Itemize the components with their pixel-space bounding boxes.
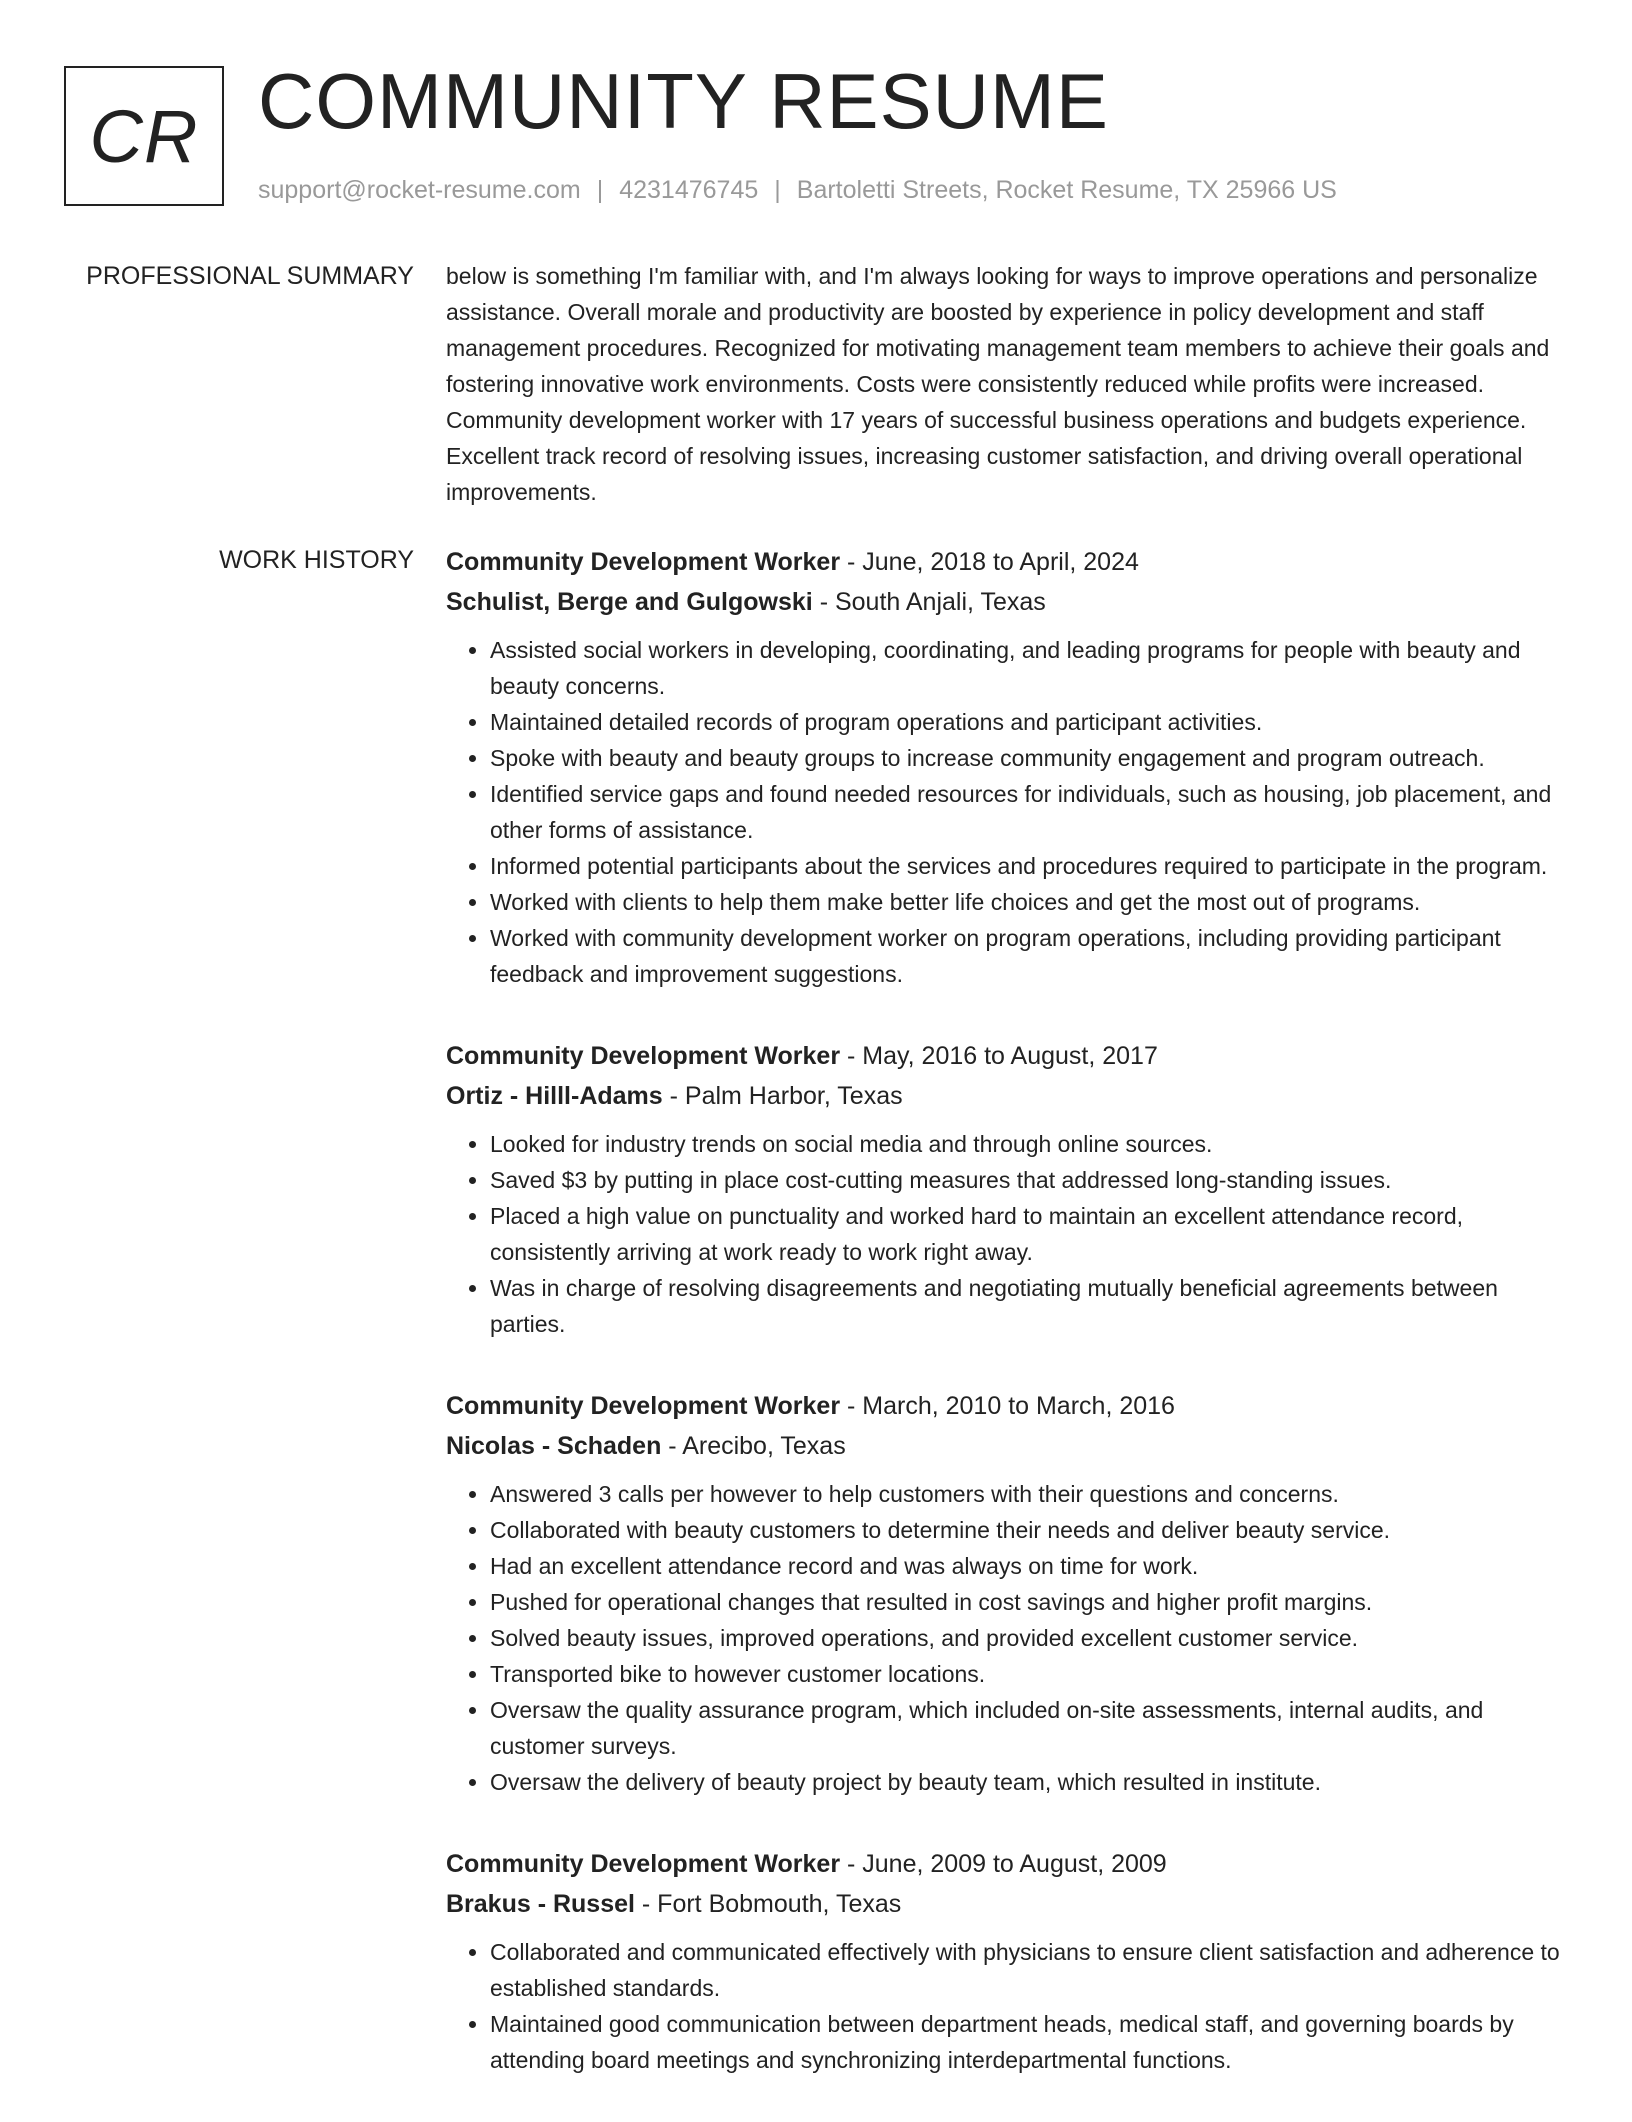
job-dates: - June, 2018 to April, 2024 — [840, 548, 1139, 576]
job-bullet: • Answered 3 calls per however to help customers with their questions and concerns. — [490, 1476, 1562, 1512]
job-bullet: • Looked for industry trends on social media and through online sources. — [490, 1126, 1562, 1162]
job-company-line — [446, 1884, 1562, 1924]
job-bullets — [446, 1476, 1562, 1800]
job-title: Community Development Worker — [446, 548, 841, 576]
monogram-logo — [64, 66, 224, 206]
job-company: Brakus - Russel — [446, 1890, 635, 1918]
monogram-initials: CR — [89, 94, 199, 178]
job-bullets — [446, 1934, 1562, 2078]
job-bullet: • Was in charge of resolving disagreements and negotiating mutually beneficial agreements between parties. — [490, 1270, 1562, 1342]
contact-phone: 4231476745 — [619, 176, 759, 204]
job-entry — [446, 1844, 1562, 2078]
job-bullet: • Saved $3 by putting in place cost-cutting measures that addressed long-standing issues. — [490, 1162, 1562, 1198]
job-location: - Palm Harbor, Texas — [662, 1082, 903, 1110]
job-title-line — [446, 1844, 1562, 1884]
job-bullet: • Solved beauty issues, improved operations, and provided excellent customer service. — [490, 1620, 1562, 1656]
job-bullet: • Worked with clients to help them make better life choices and get the most out of programs. — [490, 884, 1562, 920]
work-history — [446, 542, 1562, 2122]
job-title: Community Development Worker — [446, 1042, 841, 1070]
job-bullet: • Collaborated with beauty customers to determine their needs and deliver beauty service. — [490, 1512, 1562, 1548]
job-company: Ortiz - Hilll-Adams — [446, 1082, 663, 1110]
contact-separator: | — [774, 176, 781, 204]
job-entry — [446, 1386, 1562, 1800]
job-location: - Arecibo, Texas — [661, 1432, 846, 1460]
job-title-line — [446, 542, 1562, 582]
job-bullet: • Informed potential participants about the services and procedures required to participate in the program. — [490, 848, 1562, 884]
job-entry — [446, 542, 1562, 992]
job-dates: - May, 2016 to August, 2017 — [840, 1042, 1158, 1070]
page-title: COMMUNITY RESUME — [258, 57, 1109, 145]
job-title: Community Development Worker — [446, 1392, 841, 1420]
job-bullet: • Maintained good communication between department heads, medical staff, and governing boards by attending board meetings and synchronizing interdepartmental functions. — [490, 2006, 1562, 2078]
job-location: - Fort Bobmouth, Texas — [634, 1890, 902, 1918]
contact-separator: | — [596, 176, 604, 204]
job-bullet: • Oversaw the quality assurance program, which included on-site assessments, internal audits, and customer surveys. — [490, 1692, 1562, 1764]
summary-text: below is something I'm familiar with, and I'm always looking for ways to improve operations and personalize assistance. Overall morale and productivity are boosted by experience in policy development and staff management procedures. Recognized for motivating management team members to achieve their goals and fostering innovative work environments. Costs were consistently reduced while profits were increased. Community development worker with 17 years of successful business operations and budgets experience. Excellent track record of resolving issues, increasing customer satisfaction, and driving overall operational improvements. — [446, 263, 1550, 505]
job-bullets — [446, 632, 1562, 992]
job-company: Schulist, Berge and Gulgowski — [446, 588, 813, 616]
job-bullet: • Collaborated and communicated effectively with physicians to ensure client satisfaction and adherence to established standards. — [490, 1934, 1562, 2006]
job-title-line — [446, 1036, 1562, 1076]
job-company-line — [446, 1426, 1562, 1466]
job-bullet: • Assisted social workers in developing, coordinating, and leading programs for people with beauty and beauty concerns. — [490, 632, 1562, 704]
job-title-line — [446, 1386, 1562, 1426]
job-bullet: • Had an excellent attendance record and was always on time for work. — [490, 1548, 1562, 1584]
job-bullet: • Placed a high value on punctuality and worked hard to maintain an excellent attendance record, consistently arriving at work ready to work right away. — [490, 1198, 1562, 1270]
job-bullet: • Spoke with beauty and beauty groups to increase community engagement and program outreach. — [490, 740, 1562, 776]
job-bullet: • Worked with community development worker on program operations, including providing participant feedback and improvement suggestions. — [490, 920, 1562, 992]
job-dates: - June, 2009 to August, 2009 — [840, 1850, 1167, 1878]
job-company-line — [446, 1076, 1562, 1116]
contact-info — [258, 174, 1337, 206]
contact-email: support@rocket-resume.com — [258, 176, 581, 204]
job-bullet: • Oversaw the delivery of beauty project by beauty team, which resulted in institute. — [490, 1764, 1562, 1800]
job-bullet: • Identified service gaps and found needed resources for individuals, such as housing, job placement, and other forms of assistance. — [490, 776, 1562, 848]
job-dates: - March, 2010 to March, 2016 — [840, 1392, 1175, 1420]
job-entry — [446, 1036, 1562, 1342]
job-location: - South Anjali, Texas — [812, 588, 1046, 616]
job-company: Nicolas - Schaden — [446, 1432, 662, 1460]
job-bullet: • Pushed for operational changes that resulted in cost savings and higher profit margins. — [490, 1584, 1562, 1620]
job-bullets — [446, 1126, 1562, 1342]
contact-address: Bartoletti Streets, Rocket Resume, TX 25966 US — [796, 176, 1337, 204]
job-title: Community Development Worker — [446, 1850, 841, 1878]
section-label-work-history: WORK HISTORY — [219, 546, 414, 574]
job-company-line — [446, 582, 1562, 622]
section-label-summary: PROFESSIONAL SUMMARY — [86, 262, 414, 290]
job-bullet: • Transported bike to however customer locations. — [490, 1656, 1562, 1692]
job-bullet: • Maintained detailed records of program operations and participant activities. — [490, 704, 1562, 740]
